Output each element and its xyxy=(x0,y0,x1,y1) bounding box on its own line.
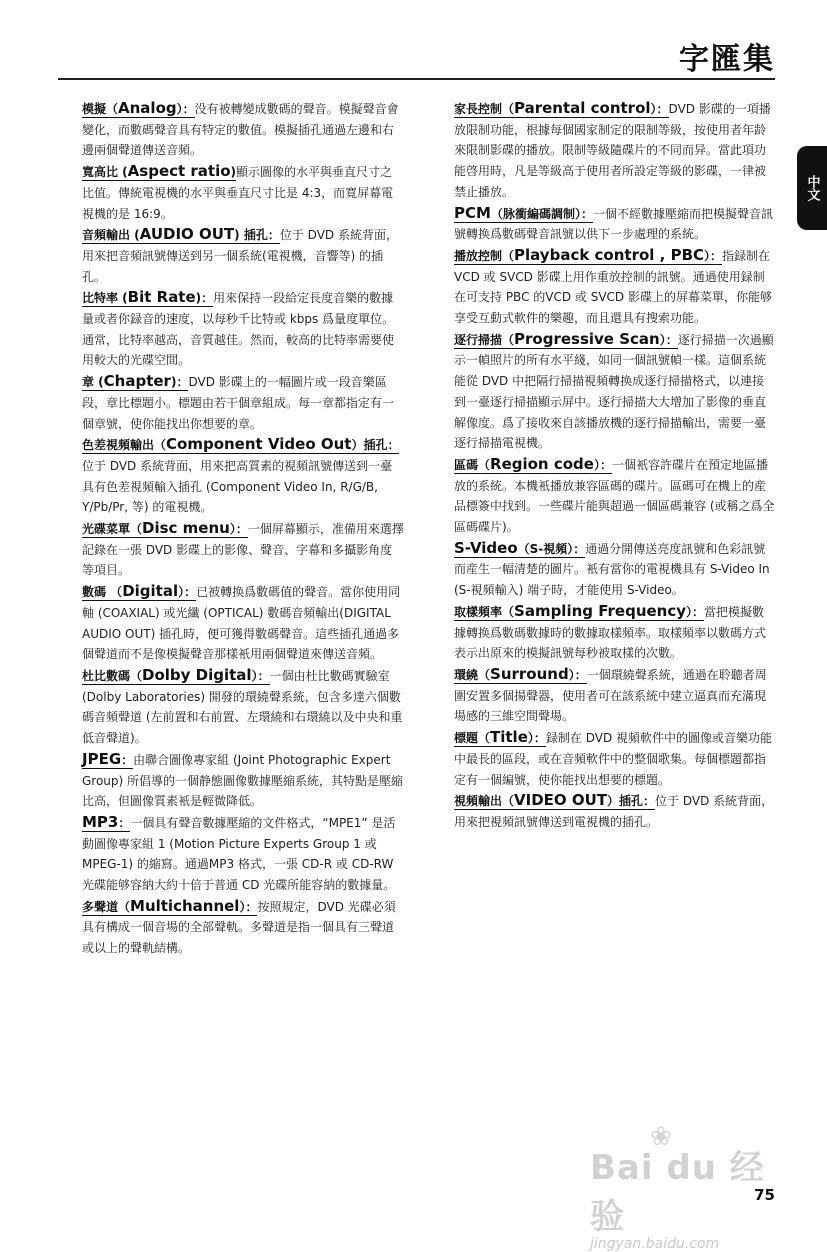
glossary-entry xyxy=(454,790,776,832)
term-prefix: 音頻輸出 ( xyxy=(82,228,140,243)
term-suffix: ）： xyxy=(178,585,197,600)
term-prefix: 播放控制（ xyxy=(454,248,515,263)
glossary-definition: 一個屏幕顯示，准備用來選擇記錄在一張 DVD 影碟上的影像、聲音、字幕和多攝影角度等項目。 xyxy=(82,522,404,578)
term-english: S-Video xyxy=(454,538,518,557)
glossary-definition: 用來保持一段給定長度音樂的數據量或者你録音的速度，以每秒千比特或 kbps 爲量度單位。通常，比特率越高，音質越佳。然而，較高的比特率需要使用較大的光碟空間。 xyxy=(82,291,395,368)
term-english: Digital xyxy=(122,582,179,601)
glossary-entry xyxy=(454,727,776,790)
page-title: 字匯集 xyxy=(679,42,775,77)
glossary-definition: 逐行掃描一次過顯示一幀照片的所有水平綫，如同一個訊號幀一樣。這個系統能從 DVD 中把隔行掃描視頻轉换成逐行掃描格式，以連接到一臺逐行掃描顯示屏中。逐行掃描大大增加了影像的垂直解像度。爲了接收來自該播放機的逐行掃描輸出，需要一臺逐行掃描電視機。 xyxy=(454,332,774,451)
glossary-definition: 一個衹容許碟片在預定地區播放的系統。本機衹播放兼容區碼的碟片。區碼可在機上的産品標簽中找到。一些碟片能與超過一個區碼兼容 (或稱之爲全區碼碟片)。 xyxy=(454,457,775,535)
term-prefix: 比特率 ( xyxy=(82,291,128,306)
term-english: VIDEO OUT xyxy=(514,791,608,810)
term-suffix: ）： xyxy=(229,522,248,537)
term-english: Bit Rate xyxy=(127,288,196,307)
baidu-watermark xyxy=(590,1122,780,1252)
glossary-definition: 由聯合圖像專家組 (Joint Photographic Expert Group) 所倡導的一個静態圖像數據壓縮系統，其特點是壓縮比高，但圖像質素衹是輕微降低。 xyxy=(82,752,404,809)
term-suffix: ）插孔： xyxy=(351,438,400,453)
term-suffix: ) xyxy=(230,165,237,180)
term-english: Multichannel xyxy=(130,896,240,915)
glossary-term xyxy=(82,162,237,181)
term-suffix: ）： xyxy=(239,899,258,914)
term-english: JPEG xyxy=(82,749,122,768)
glossary-term xyxy=(454,203,593,223)
term-suffix: ： xyxy=(121,752,134,767)
term-prefix: 寬高比 ( xyxy=(82,165,128,180)
term-suffix: ）插孔： xyxy=(607,794,656,809)
term-prefix: 模擬（ xyxy=(82,102,119,116)
term-english: Chapter xyxy=(103,372,171,391)
glossary-entry xyxy=(82,581,404,665)
term-english: AUDIO OUT xyxy=(139,225,235,244)
glossary-entry xyxy=(82,665,404,749)
term-prefix: 視頻輸出（ xyxy=(454,794,515,809)
term-prefix: 家長控制（ xyxy=(454,102,515,116)
glossary-entry xyxy=(454,601,776,664)
term-english: Analog xyxy=(118,99,177,117)
term-english: Region code xyxy=(490,454,594,473)
watermark-url: jingyan.baidu.com xyxy=(590,1236,720,1252)
term-english: Parental control xyxy=(514,99,651,117)
glossary-term xyxy=(82,288,214,307)
glossary-term xyxy=(82,665,270,685)
glossary-term xyxy=(82,749,134,769)
glossary-term xyxy=(454,99,669,118)
term-english: Dolby Digital xyxy=(142,665,252,684)
glossary-term xyxy=(454,728,546,747)
term-suffix: ）： xyxy=(527,731,546,746)
term-english: Surround xyxy=(490,664,569,683)
glossary-entry xyxy=(82,434,404,518)
glossary-definition: 没有被轉變成數碼的聲音。模擬聲音會變化，而數碼聲音具有特定的數值。模擬插孔通過左邊和右邊兩個聲道傳送音頻。 xyxy=(82,102,399,158)
term-english: Disc menu xyxy=(142,519,230,538)
glossary-term xyxy=(82,99,195,118)
glossary-term xyxy=(454,454,612,474)
term-prefix: 區碼（ xyxy=(454,457,491,472)
term-suffix: ）： xyxy=(704,248,723,263)
paw-icon: ❀ xyxy=(650,1122,672,1152)
language-tab: 中文 xyxy=(797,146,827,230)
glossary-definition: 録制在 DVD 視頻軟件中的圖像或音樂功能中最長的區段，或在音頻軟件中的整個歌集。每個標題都指定有一個編號，使你能找出想要的標題。 xyxy=(454,731,772,787)
term-suffix: )： xyxy=(195,291,214,306)
term-suffix: ）： xyxy=(659,332,678,347)
glossary-entry xyxy=(82,224,404,287)
glossary-term xyxy=(82,372,189,391)
glossary-definition: 位于 DVD 系統背面，用來把音頻訊號傳送到另一個系統(電視機，音響等) 的插孔。 xyxy=(82,228,398,284)
term-prefix: 杜比數碼（ xyxy=(82,668,143,683)
term-suffix: ）： xyxy=(251,668,270,683)
glossary-definition: 指録制在 VCD 或 SVCD 影碟上用作重放控制的訊號。通過使用録制在可支持 PBC 的VCD 或 SVCD 影碟上的屏幕菜單，你能够享受互動式軟件的樂趣，而且還具有搜索功能。 xyxy=(454,248,772,326)
term-prefix: 取樣頻率（ xyxy=(454,604,515,619)
glossary-right-column xyxy=(454,98,776,833)
glossary-entry xyxy=(454,454,776,538)
glossary-term xyxy=(454,538,586,558)
glossary-entry xyxy=(454,245,776,329)
glossary-term xyxy=(454,791,656,810)
term-suffix: ）： xyxy=(568,667,587,682)
glossary-entry xyxy=(82,287,404,371)
term-english: Title xyxy=(490,728,528,747)
glossary-term xyxy=(82,519,248,538)
term-prefix: 逐行掃描（ xyxy=(454,332,515,347)
glossary-definition: 當把模擬數據轉换爲數碼數據時的數據取樣頻率。取樣頻率以數碼方式表示出原來的模擬訊號每秒被取樣的次數。 xyxy=(454,604,767,661)
glossary-definition: 位于 DVD 系統背面，用來把視頻訊號傳送到電視機的插孔。 xyxy=(454,794,774,829)
glossary-definition: 一個環繞聲系統，通過在聆聽者周圍安置多個揚聲器，使用者可在該系統中建立逼真而充滿現場感的三維空間聲場。 xyxy=(454,667,767,724)
glossary-term xyxy=(454,329,678,349)
glossary-entry xyxy=(82,518,404,581)
glossary-entry xyxy=(82,812,404,896)
glossary-term xyxy=(454,601,705,621)
term-english: Progressive Scan xyxy=(514,329,660,348)
glossary-definition: DVD 影碟的一項播放限制功能，根據每個國家制定的限制等級，按使用者年龄來限制影碟的播放。限制等級隨碟片的不同而异。當此項功能啓用時，凡是等級高于使用者所設定等級的影碟，一律被禁止播放。 xyxy=(454,102,771,199)
term-suffix: ）： xyxy=(650,102,669,116)
glossary-entry xyxy=(454,664,776,727)
glossary-definition: 通過分開傳送亮度訊號和色彩訊號而産生一幅清楚的圖片。衹有當你的電視機具有 S-Video In (S-視頻輸入) 端子時，才能使用 S-Video。 xyxy=(454,541,770,598)
watermark-logo: Bai du 经验 xyxy=(590,1148,765,1237)
term-suffix: ： xyxy=(118,815,131,830)
term-prefix: 數碼 （ xyxy=(82,585,123,600)
glossary-definition: 按照規定，DVD 光碟必須具有構成一個音場的全部聲軌。多聲道是指一個具有三聲道或以上的聲軌結構。 xyxy=(82,899,396,956)
glossary-term xyxy=(82,812,131,832)
term-prefix: 色差視頻輸出（ xyxy=(82,438,167,453)
term-english: MP3 xyxy=(82,812,119,831)
glossary-term xyxy=(82,582,197,601)
term-english: PCM xyxy=(454,203,491,222)
glossary-entry xyxy=(82,371,404,434)
glossary-entry xyxy=(82,896,404,959)
term-prefix: 章 ( xyxy=(82,375,104,390)
glossary-entry xyxy=(82,98,404,161)
glossary-term xyxy=(454,245,723,265)
glossary-entry xyxy=(454,538,776,601)
glossary-entry xyxy=(454,203,776,245)
term-suffix: （脉衝編碼調制）： xyxy=(490,206,593,221)
glossary-definition: DVD 影碟上的一幅圖片或一段音樂區段，章比標題小。標題由若干個章組成。每一章都指定有一個章號，使你能找出你想要的章。 xyxy=(82,375,395,431)
glossary-definition: 一個由杜比數碼實驗室 (Dolby Laboratories) 開發的環繞聲系統，包含多達六個數碼音頻聲道 (左前置和右前置、左環繞和右環繞以及中央和重低音聲道)。 xyxy=(82,668,403,746)
glossary-term xyxy=(454,664,587,684)
glossary-definition: 已被轉换爲數碼值的聲音。當你使用同軸 (COAXIAL) 或光纖 (OPTICAL) 數碼音頻輸出(DIGITAL AUDIO OUT) 插孔時，便可獲得數碼聲音。這些插孔通過多個聲道而不是像模擬聲音那樣衹用兩個聲道來傳送音頻。 xyxy=(82,585,401,662)
glossary-definition: 位于 DVD 系統背面，用來把高質素的視頻訊號傳送到一臺具有色差視頻輸入插孔 (Component Video In, R/G/B, Y/Pb/Pr, 等) 的電視機。 xyxy=(82,458,393,515)
term-suffix: )： xyxy=(170,375,189,390)
glossary-definition: 一個不經數據壓縮而把模擬聲音訊號轉换爲數碼聲音訊號以供下一步處理的系統。 xyxy=(454,206,773,242)
glossary-definition: 一個具有聲音數據壓縮的文件格式，“MPE1” 是活動圖像專家組 1 (Motion Picture Experts Group 1 或 MPEG-1) 的縮寫。通過MP3 格式，一張 CD-R 或 CD-RW 光碟能够容納大約十倍于普通 CD 光碟所能容納的數據量。 xyxy=(82,815,396,893)
glossary-term xyxy=(82,896,258,916)
term-prefix: 標題（ xyxy=(454,731,491,746)
term-suffix: ) 插孔： xyxy=(234,228,280,243)
glossary-term xyxy=(82,225,280,244)
glossary-term xyxy=(82,435,400,454)
term-prefix: 多聲道（ xyxy=(82,899,131,914)
term-english: Playback control , PBC xyxy=(514,245,705,264)
term-suffix: ）： xyxy=(176,102,195,116)
term-prefix: 環繞（ xyxy=(454,667,491,682)
term-prefix: 光碟菜單（ xyxy=(82,522,143,537)
glossary-definition: 顯示圖像的水平與垂直尺寸之比值。傳統電視機的水平與垂直尺寸比是 4:3，而寬屏幕電視機的是 16:9。 xyxy=(82,165,394,221)
term-english: Component Video Out xyxy=(166,435,352,454)
glossary-left-column xyxy=(82,98,404,959)
glossary-entry xyxy=(454,98,776,203)
glossary-entry xyxy=(82,749,404,812)
page-number: 75 xyxy=(754,1186,775,1204)
title-divider xyxy=(58,78,775,80)
term-suffix: ）： xyxy=(686,604,705,619)
term-english: Aspect ratio xyxy=(127,162,231,181)
term-suffix: （S-視頻）： xyxy=(517,541,586,556)
term-english: Sampling Frequency xyxy=(514,601,687,620)
term-suffix: ）： xyxy=(593,457,612,472)
glossary-entry xyxy=(82,161,404,224)
glossary-entry xyxy=(454,329,776,454)
